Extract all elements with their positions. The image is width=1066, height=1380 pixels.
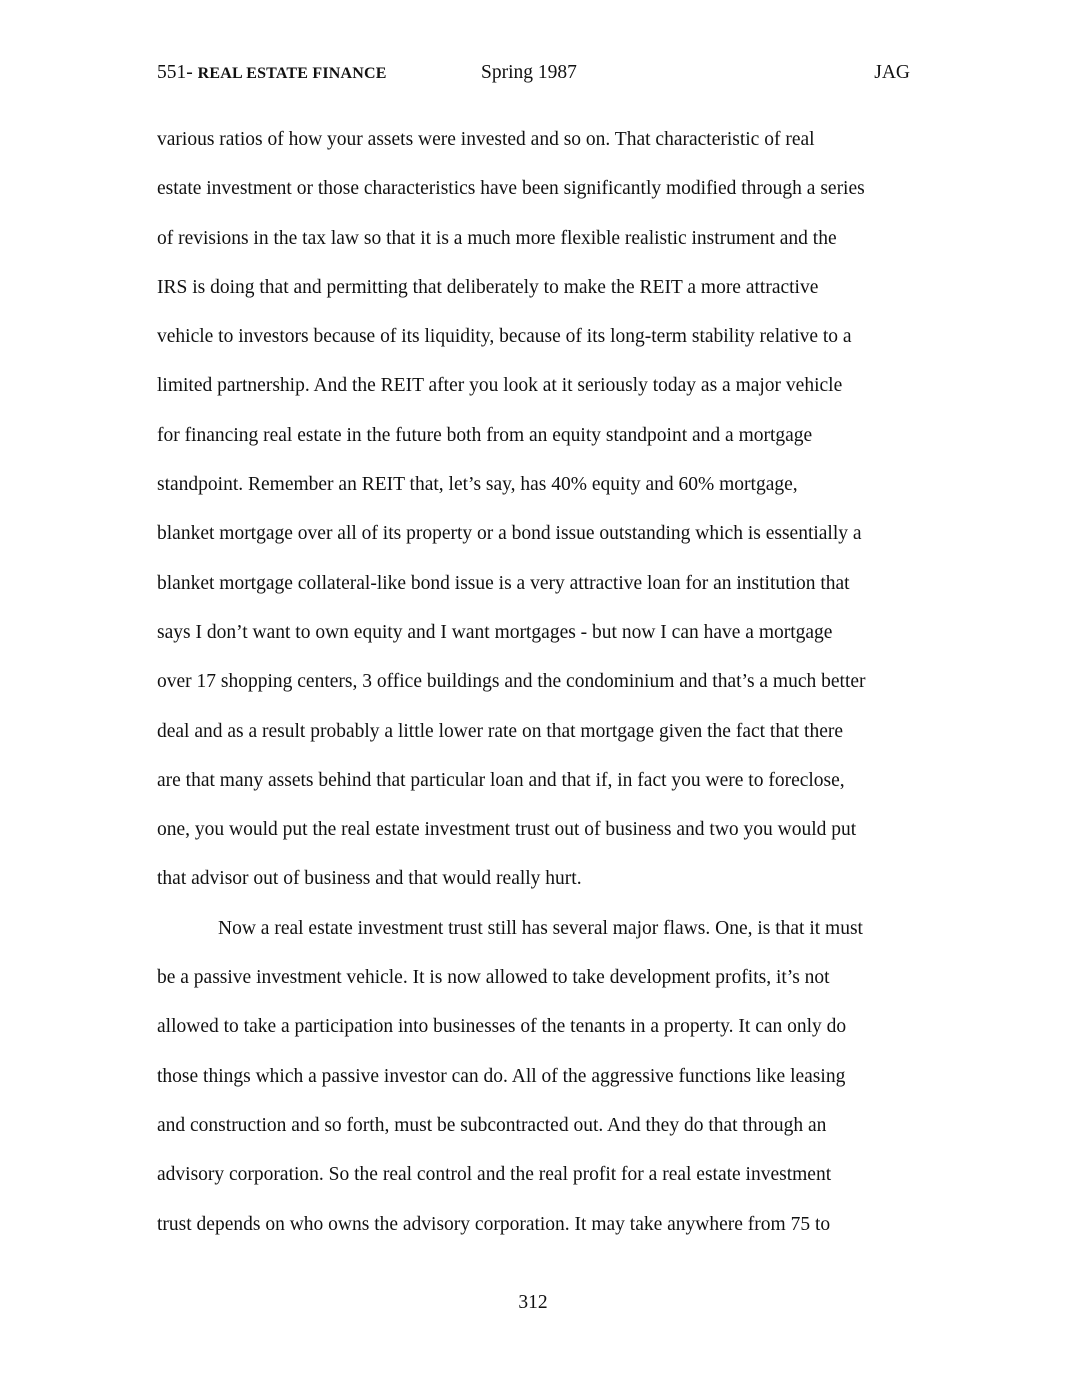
text-line: blanket mortgage over all of its property or a bond issue outstanding which is essentially a [157,523,862,545]
text-line: over 17 shopping centers, 3 office buildings and the condominium and that’s a much better [157,671,866,693]
course-title: REAL ESTATE FINANCE [197,65,387,82]
text-line: advisory corporation. So the real control and the real profit for a real estate investment [157,1164,832,1186]
course-label [157,62,387,84]
text-line: deal and as a result probably a little lower rate on that mortgage given the fact that there [157,720,844,742]
text-line: estate investment or those characteristics have been significantly modified through a series [157,178,865,200]
text-line: and construction and so forth, must be subcontracted out. And they do that through an [157,1114,827,1136]
text-line: those things which a passive investor can do. All of the aggressive functions like leasing [157,1065,846,1087]
text-line: of revisions in the tax law so that it is a much more flexible realistic instrument and the [157,227,837,249]
text-line: vehicle to investors because of its liquidity, because of its long-term stability relative to a [157,326,852,348]
page-number: 312 [518,1292,548,1313]
course-number: 551- [157,62,193,83]
text-line: limited partnership. And the REIT after you look at it seriously today as a major vehicle [157,375,843,397]
term-label: Spring 1987 [481,62,577,83]
text-line: standpoint. Remember an REIT that, let’s say, has 40% equity and 60% mortgage, [157,474,798,496]
text-line: various ratios of how your assets were invested and so on. That characteristic of real [157,129,815,150]
text-line: be a passive investment vehicle. It is now allowed to take development profits, it’s not [157,967,830,989]
text-line: that advisor out of business and that would really hurt. [157,868,582,890]
paragraph-first-line: Now a real estate investment trust still has several major flaws. One, is that it must [218,917,863,939]
author-initials: JAG [874,62,910,83]
text-line: trust depends on who owns the advisory corporation. It may take anywhere from 75 to [157,1213,831,1235]
transcript-body [157,115,912,1249]
page-header [157,62,910,92]
text-line: allowed to take a participation into businesses of the tenants in a property. It can only do [157,1016,847,1038]
text-line: IRS is doing that and permitting that deliberately to make the REIT a more attractive [157,276,819,298]
text-line: one, you would put the real estate investment trust out of business and two you would put [157,819,857,841]
text-line: blanket mortgage collateral-like bond issue is a very attractive loan for an institution that [157,572,850,594]
text-line: for financing real estate in the future both from an equity standpoint and a mortgage [157,424,813,446]
text-line: says I don’t want to own equity and I want mortgages - but now I can have a mortgage [157,621,833,643]
text-line: are that many assets behind that particular loan and that if, in fact you were to foreclose, [157,769,845,791]
